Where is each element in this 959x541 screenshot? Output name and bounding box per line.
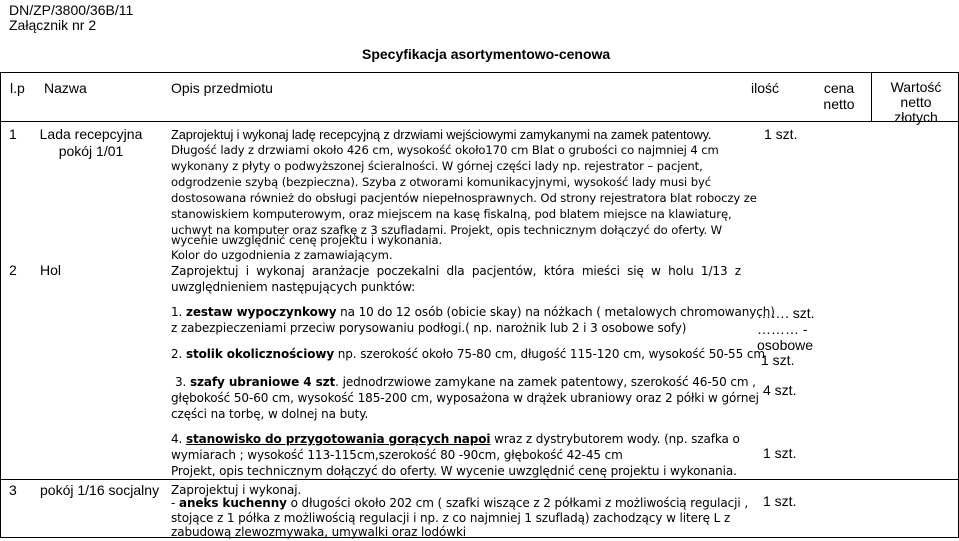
row-description-line: wycenie uwzględnić cenę projektu i wykonania. — [171, 233, 443, 247]
item-quantity: ……. szt. — [757, 305, 815, 321]
furniture-item-line: z zabezpieczeniami przeciw porysowaniu podłogi.( np. narożnik lub 2 i 3 osobowe sofy) — [171, 321, 687, 335]
furniture-item: - aneks kuchenny o długości około 202 cm ( szafki wiszące z 2 półkami z możliwością regulacji , — [171, 496, 749, 510]
table-header-border — [0, 121, 959, 122]
column-header-description: Opis przedmiotu — [171, 80, 273, 96]
item-quantity: ……… - — [757, 321, 808, 337]
furniture-item: 3. szafy ubraniowe 4 szt. jednodrzwiowe zamykane na zamek patentowy, szerokość 46-50 cm , — [175, 375, 756, 389]
furniture-item-line: wymiarach ; wysokość 113-115cm,szerokość 80 -90cm, głębokość 42-45 cm — [171, 448, 623, 462]
row-number: 2 — [9, 262, 17, 278]
attachment-label: Załącznik nr 2 — [9, 17, 97, 33]
document-reference: DN/ZP/3800/36B/11 — [9, 2, 134, 18]
column-header-name: Nazwa — [44, 80, 87, 96]
row-name: pokój 1/16 socjalny — [40, 482, 160, 498]
row-description-line: Zaprojektuj i wykonaj ladę recepcyjną z drzwiami wejściowymi zamykanymi na zamek patentowy. — [171, 127, 712, 142]
column-header-lp: l.p — [10, 80, 25, 96]
table-bottom-border — [0, 537, 959, 538]
row-number: 1 — [9, 126, 17, 142]
page-title: Specyfikacja asortymentowo-cenowa — [362, 46, 611, 62]
row-description-line: uwzględnieniem następujących punktów: — [171, 280, 416, 294]
row-description-line: wykonany z płyty o podwyższonej ścieralności. W górnej części lady np. rejestrator – pacjent, — [171, 159, 703, 173]
item-quantity: 4 szt. — [763, 382, 797, 398]
column-header-price: cena netto — [823, 80, 855, 112]
furniture-item-line: głębokość 50-60 cm, wysokość 185-200 cm, wyposażona w drążek ubraniowy oraz 2 półki w górnej — [171, 391, 759, 405]
furniture-item-line: stojące z 1 półka z możliwością regulacji i np. z co najmniej 1 szufladą) zachodzący w literę L z — [171, 511, 731, 525]
table-top-border — [0, 72, 959, 73]
column-divider — [0, 72, 1, 538]
furniture-item: 4. stanowisko do przygotowania gorących napoi wraz z dystrybutorem wody. (np. szafka o — [171, 432, 740, 446]
item-quantity: 1 szt. — [763, 493, 797, 509]
column-divider — [871, 72, 872, 121]
row-name: Hol — [40, 262, 62, 278]
row-description-line: Zaprojektuj i wykonaj aranżacje poczekalni dla pacjentów, która mieści się w holu 1/13 z — [171, 264, 741, 278]
column-header-value: Wartość netto złotych — [890, 79, 942, 125]
row-description-line: stanowiskiem komputerowym, oraz miejscem na kasę fiskalną, pod blatem miejsce na klawiaturę, — [171, 207, 732, 221]
furniture-item: 2. stolik okolicznościowy np. szerokość około 75-80 cm, długość 115-120 cm, wysokość 50-55 cm — [171, 347, 765, 361]
furniture-item-line: Projekt, opis technicznym dołączyć do oferty. W wycenie uwzględnić cenę projektu i wykonania. — [171, 464, 737, 478]
row-description-line: Zaprojektuj i wykonaj. — [171, 483, 302, 497]
furniture-item-line: zabudową zlewozmywaka, umywalki oraz lodówki — [171, 525, 467, 539]
row-description-line: dostosowana również do obsługi pacjentów niepełnosprawnych. Od strony rejestratora blat roboczy ze — [171, 191, 757, 205]
row-divider — [0, 479, 959, 480]
item-quantity: osobowe — [757, 337, 814, 353]
row-description-line: odgrodzenie szybą (bezpieczna). Szyba z otworami komunikacyjnymi, wysokość lady musi być — [171, 175, 712, 189]
row-quantity: 1 szt. — [764, 126, 798, 142]
furniture-item-line: części na torbę, w dolnej na buty. — [171, 407, 369, 421]
row-description-line: uchwyt na komputer oraz szafkę z 3 szufladami. Projekt, opis technicznym dołączyć do oferty. W — [171, 223, 722, 237]
row-name: Lada recepcyjna pokój 1/01 — [39, 126, 143, 159]
row-description-line: Kolor do uzgodnienia z zamawiającym. — [171, 248, 393, 262]
furniture-item: 1. zestaw wypoczynkowy na 10 do 12 osób (obicie skay) na nóżkach ( metalowych chromowanych) — [171, 305, 775, 319]
row-description-line: Długość lady z drzwiami około 426 cm, wysokość około170 cm Blat o grubości co najmniej 4 cm — [171, 143, 719, 157]
item-quantity: 1 szt. — [761, 352, 795, 368]
item-quantity: 1 szt. — [763, 445, 797, 461]
column-header-quantity: ilość — [751, 80, 780, 96]
row-number: 3 — [9, 482, 17, 498]
